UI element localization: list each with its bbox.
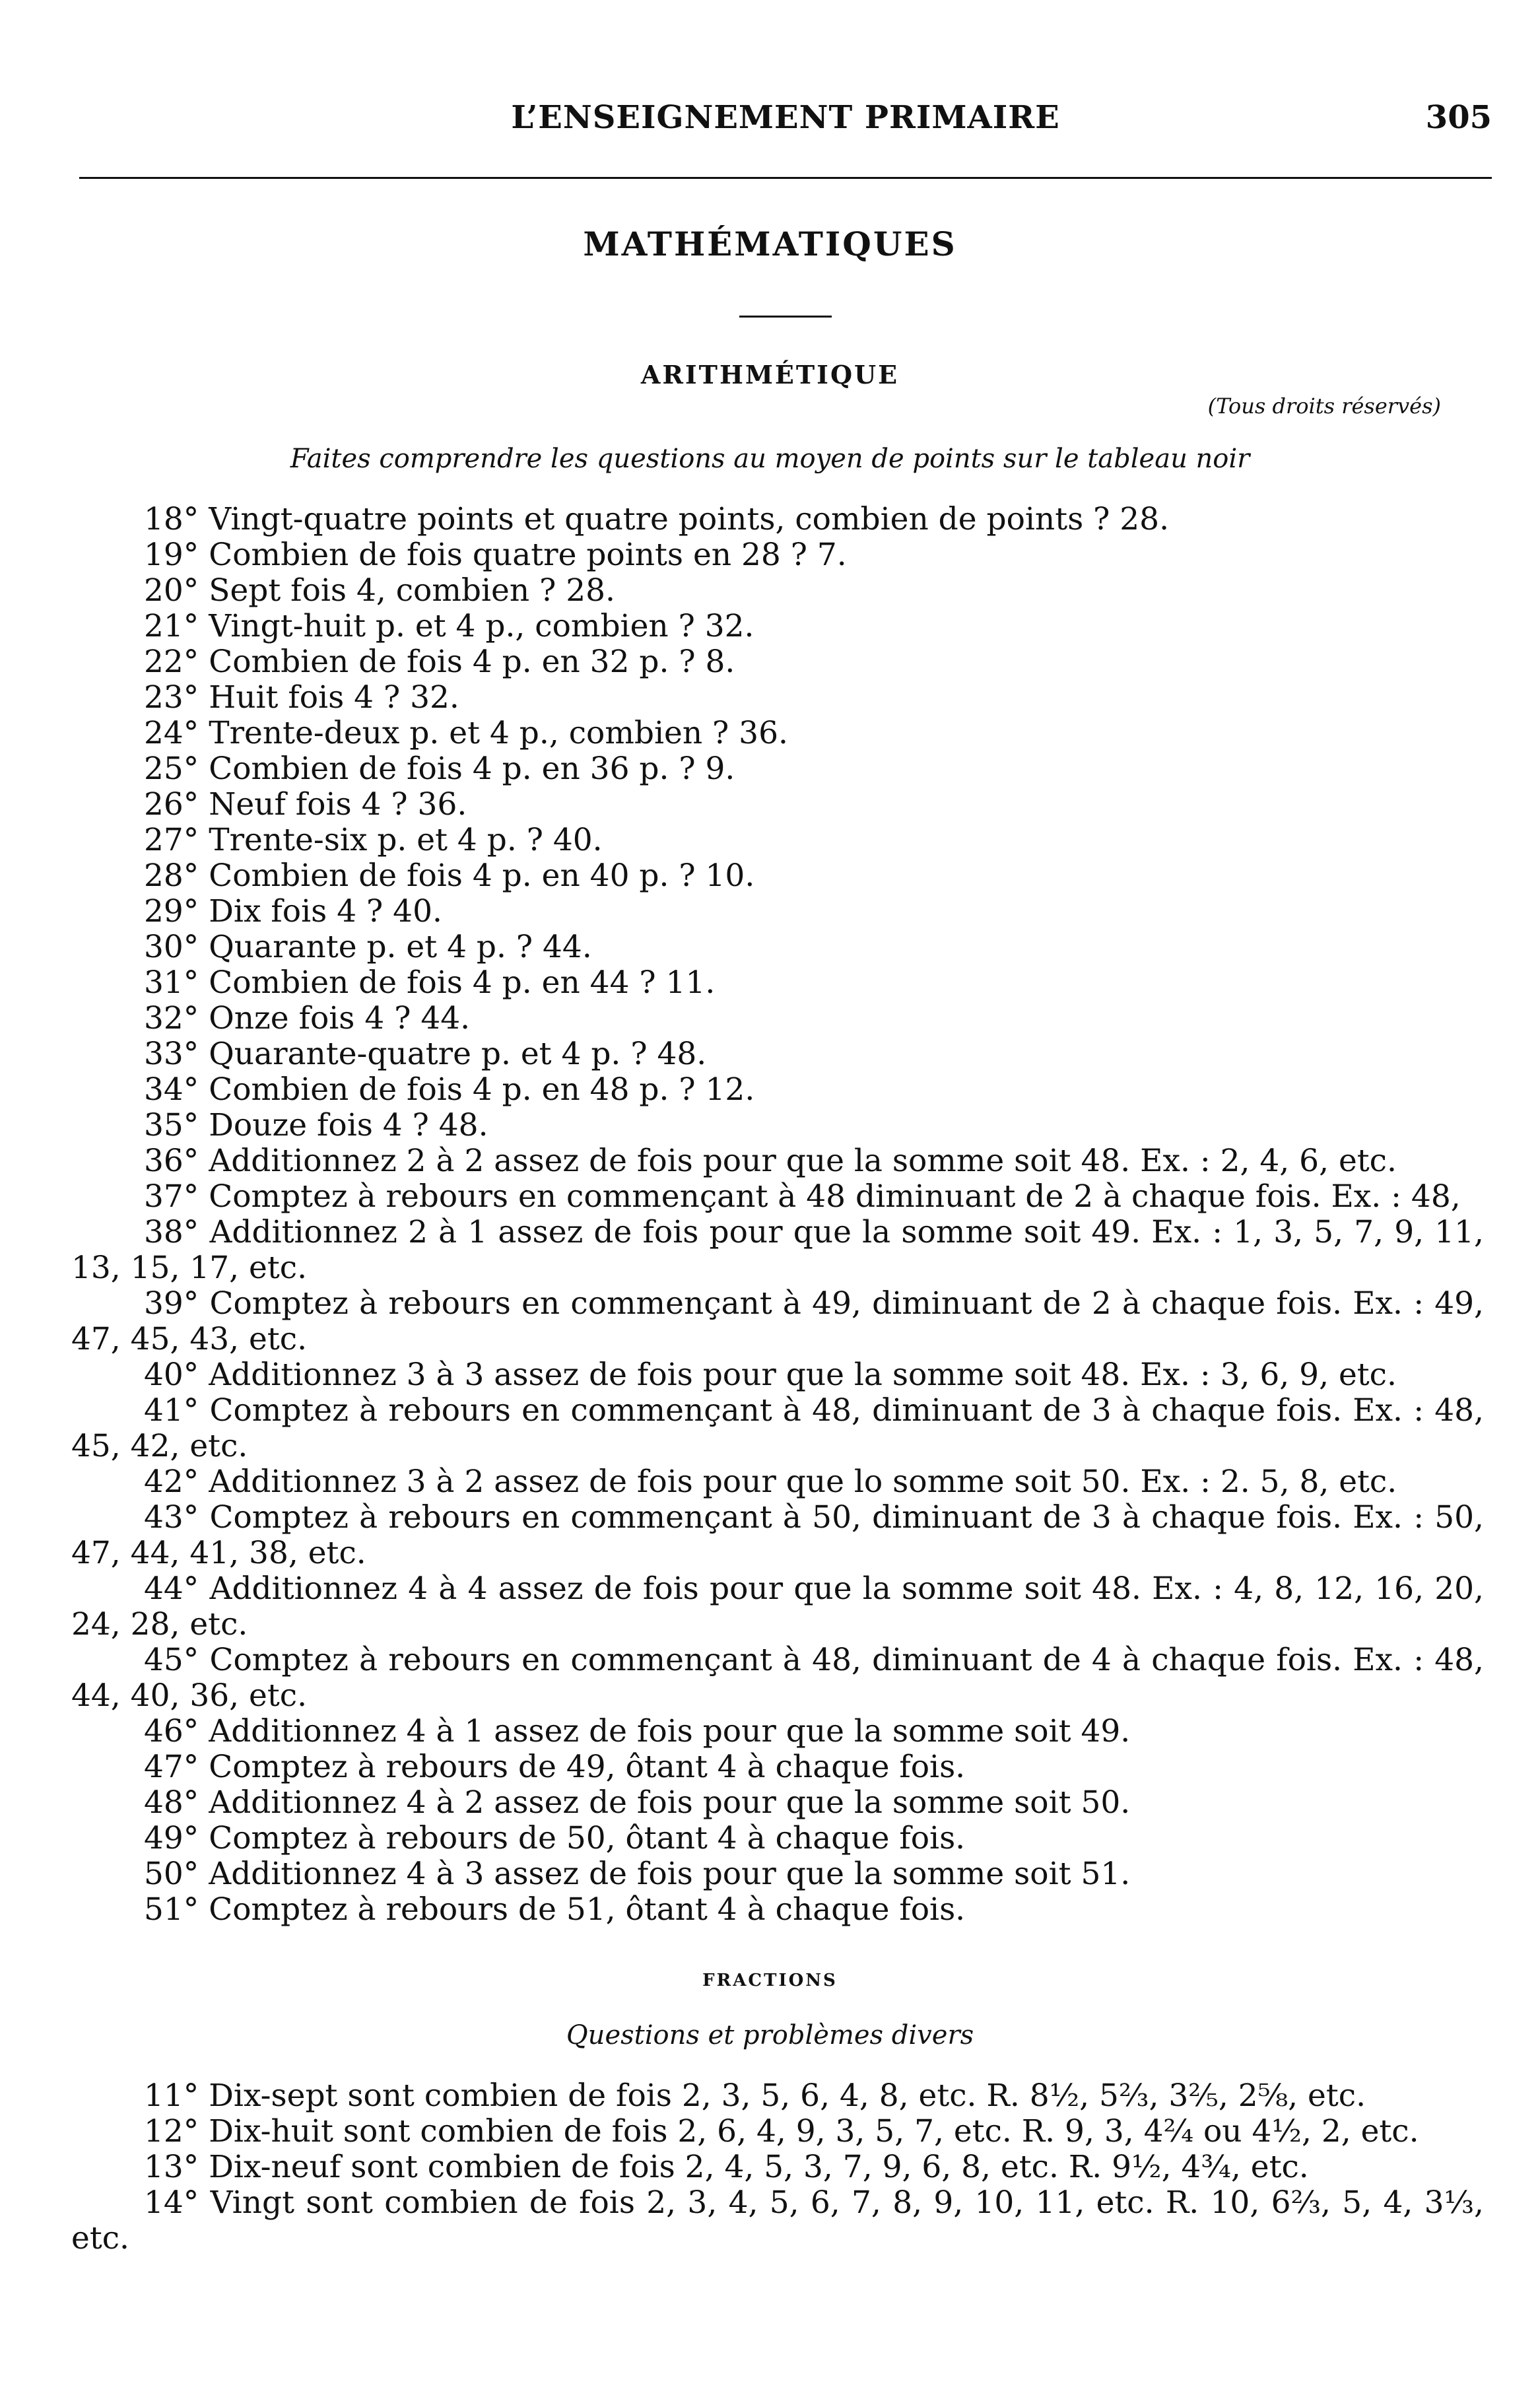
rights-notice: (Tous droits réservés) xyxy=(1207,393,1441,419)
page-header xyxy=(79,92,1492,145)
list-item: 33° Quarante-quatre p. et 4 p. ? 48. xyxy=(144,1036,707,1072)
list-item: 48° Additionnez 4 à 2 assez de fois pour que la somme soit 50. xyxy=(144,1784,1131,1821)
list-item: 24° Trente-deux p. et 4 p., combien ? 36. xyxy=(144,715,788,751)
list-item: 41° Comptez à rebours en commençant à 48, diminuant de 3 à chaque fois. Ex. : 48, 45, 42, etc. xyxy=(71,1392,1484,1464)
list-item: 25° Combien de fois 4 p. en 36 p. ? 9. xyxy=(144,751,735,787)
list-item: 13° Dix-neuf sont combien de fois 2, 4, 5, 3, 7, 9, 6, 8, etc. R. 9½, 4¾, etc. xyxy=(144,2149,1309,2185)
list-item: 40° Additionnez 3 à 3 assez de fois pour que la somme soit 48. Ex. : 3, 6, 9, etc. xyxy=(144,1357,1397,1393)
list-item: 11° Dix-sept sont combien de fois 2, 3, 5, 6, 4, 8, etc. R. 8½, 5⅔, 3⅖, 2⅝, etc. xyxy=(144,2078,1366,2114)
running-title: L’ENSEIGNEMENT PRIMAIRE xyxy=(511,99,1060,136)
list-item: 49° Comptez à rebours de 50, ôtant 4 à chaque fois. xyxy=(144,1820,966,1856)
list-item: 47° Comptez à rebours de 49, ôtant 4 à chaque fois. xyxy=(144,1749,966,1785)
list-item: 45° Comptez à rebours en commençant à 48, diminuant de 4 à chaque fois. Ex. : 48, 44, 40, 36, etc. xyxy=(71,1642,1484,1714)
list-item: 21° Vingt-huit p. et 4 p., combien ? 32. xyxy=(144,608,754,644)
list-item: 14° Vingt sont combien de fois 2, 3, 4, 5, 6, 7, 8, 9, 10, 11, etc. R. 10, 6⅔, 5, 4, 3⅓, etc. xyxy=(71,2185,1484,2256)
list-item: 20° Sept fois 4, combien ? 28. xyxy=(144,572,615,609)
list-item: 28° Combien de fois 4 p. en 40 p. ? 10. xyxy=(144,858,755,894)
list-item: 18° Vingt-quatre points et quatre points, combien de points ? 28. xyxy=(144,501,1170,537)
header-rule xyxy=(79,177,1492,179)
list-item: 37° Comptez à rebours en commençant à 48 diminuant de 2 à chaque fois. Ex. : 48, xyxy=(144,1178,1461,1215)
list-item: 35° Douze fois 4 ? 48. xyxy=(144,1107,488,1143)
list-item: 44° Additionnez 4 à 4 assez de fois pour que la somme soit 48. Ex. : 4, 8, 12, 16, 20, 24, 28, etc. xyxy=(71,1571,1484,1643)
section-divider xyxy=(739,316,832,318)
instruction-text: Faites comprendre les questions au moyen de points sur le tableau noir xyxy=(290,444,1250,474)
subsection-title: ARITHMÉTIQUE xyxy=(640,360,900,390)
arithmetic-list xyxy=(71,502,1484,1928)
list-item: 23° Huit fois 4 ? 32. xyxy=(144,679,459,716)
list-item: 46° Additionnez 4 à 1 assez de fois pour que la somme soit 49. xyxy=(144,1713,1131,1749)
list-item: 39° Comptez à rebours en commençant à 49, diminuant de 2 à chaque fois. Ex. : 49, 47, 45, 43, etc. xyxy=(71,1285,1484,1357)
list-item: 32° Onze fois 4 ? 44. xyxy=(144,1000,471,1036)
list-item: 22° Combien de fois 4 p. en 32 p. ? 8. xyxy=(144,644,735,680)
list-item: 42° Additionnez 3 à 2 assez de fois pour que lo somme soit 50. Ex. : 2. 5, 8, etc. xyxy=(144,1464,1397,1500)
list-item: 43° Comptez à rebours en commençant à 50, diminuant de 3 à chaque fois. Ex. : 50, 47, 44, 41, 38, etc. xyxy=(71,1499,1484,1571)
list-item: 12° Dix-huit sont combien de fois 2, 6, 4, 9, 3, 5, 7, etc. R. 9, 3, 4²⁄₄ ou 4½, 2, etc. xyxy=(144,2113,1419,2150)
fractions-title: FRACTIONS xyxy=(702,1971,838,1990)
list-item: 26° Neuf fois 4 ? 36. xyxy=(144,786,467,823)
fractions-list xyxy=(71,2078,1484,2256)
list-item: 36° Additionnez 2 à 2 assez de fois pour que la somme soit 48. Ex. : 2, 4, 6, etc. xyxy=(144,1143,1397,1179)
list-item: 30° Quarante p. et 4 p. ? 44. xyxy=(144,929,592,965)
list-item: 31° Combien de fois 4 p. en 44 ? 11. xyxy=(144,965,716,1001)
page-number: 305 xyxy=(1425,99,1492,136)
fractions-subtitle: Questions et problèmes divers xyxy=(566,2020,974,2050)
list-item: 50° Additionnez 4 à 3 assez de fois pour que la somme soit 51. xyxy=(144,1856,1131,1892)
list-item: 34° Combien de fois 4 p. en 48 p. ? 12. xyxy=(144,1071,755,1108)
list-item: 19° Combien de fois quatre points en 28 ? 7. xyxy=(144,537,847,573)
list-item: 51° Comptez à rebours de 51, ôtant 4 à chaque fois. xyxy=(144,1891,966,1928)
list-item: 27° Trente-six p. et 4 p. ? 40. xyxy=(144,822,603,858)
section-title: MATHÉMATIQUES xyxy=(583,224,957,263)
list-item: 29° Dix fois 4 ? 40. xyxy=(144,893,442,930)
list-item: 38° Additionnez 2 à 1 assez de fois pour que la somme soit 49. Ex. : 1, 3, 5, 7, 9, 11, 13, 15, 17, etc. xyxy=(71,1214,1484,1286)
